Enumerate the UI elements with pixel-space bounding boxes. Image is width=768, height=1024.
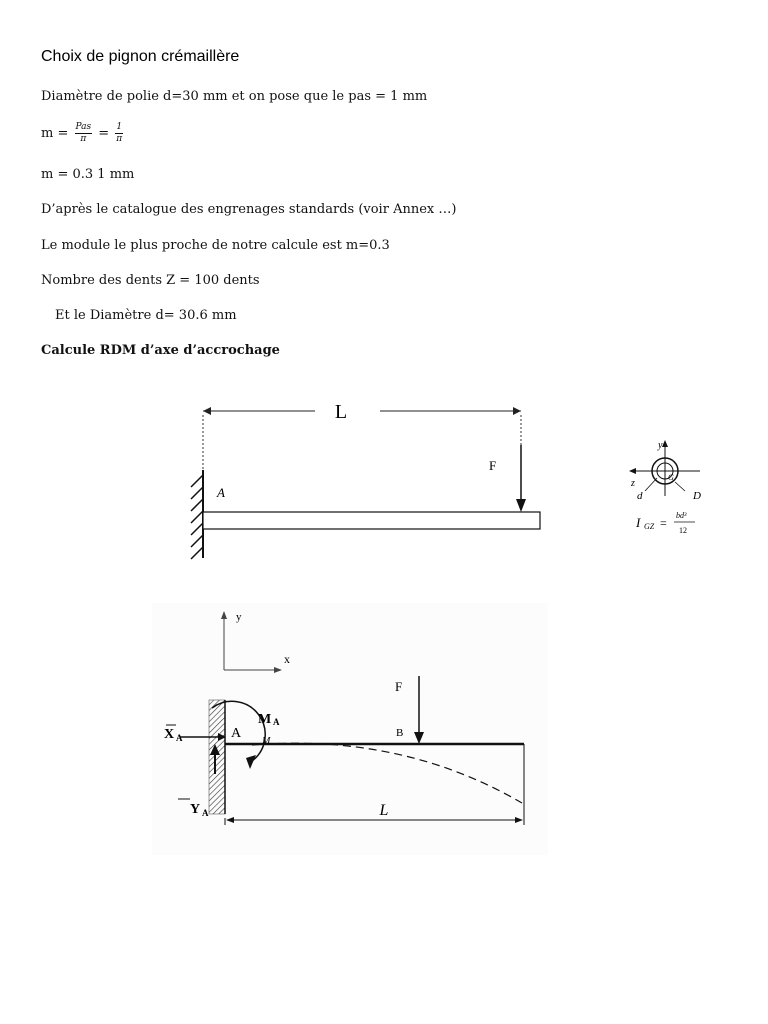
force-arrowhead [516,499,526,512]
diameter-result-line: Et le Diamètre d= 30.6 mm [55,308,237,323]
module-formula-prefix: m = [41,126,69,141]
ya-subscript: A [202,808,209,818]
inertia-denominator: 12 [679,526,687,535]
D-leader [675,482,685,491]
module-formula-equals: = [98,126,110,141]
module-formula [41,122,125,145]
length-label: L [334,401,348,423]
inner-diameter-label: d [637,490,643,502]
teeth-count-line: Nombre des dents Z = 100 dents [41,273,260,288]
module-choice-line: Le module le plus proche de notre calcule est m=0.3 [41,238,390,253]
catalogue-line: D’après le catalogue des engrenages standards (voir Annex …) [41,202,457,217]
free-body-diagram [152,603,548,855]
fraction-denominator: π [80,134,87,144]
inertia-symbol: I [636,515,641,530]
cantilever-beam-figure [175,395,555,565]
inertia-equals: = [660,516,667,530]
module-value-line: m = 0.3 1 mm [41,167,135,182]
support-wall [209,700,225,814]
cross-section-figure [625,436,715,541]
axis-x-label: x [284,652,290,666]
point-a-label: A [231,726,242,741]
xa-subscript: A [176,733,183,743]
fraction-numerator: Pas [75,122,92,132]
fraction-denominator: π [116,134,123,144]
y-axis-label: y [658,440,663,451]
diameter-line: Diamètre de polie d=30 mm et on pose que le pas = 1 mm [41,89,428,104]
d-leader [645,478,657,491]
outer-diameter-label: D [693,490,701,502]
wall-hatching [191,475,203,559]
z-axis-arrowhead [629,468,636,474]
inertia-subscript: GZ [644,522,655,531]
section-heading: Choix de pignon crémaillère [41,48,240,65]
moment-label: M [258,712,272,727]
z-axis-label: z [631,478,635,489]
fraction-pas-over-pi [75,122,93,145]
ya-label: Y [190,802,201,817]
point-b-label: B [396,727,404,739]
fraction-one-over-pi [115,122,123,145]
force-label: F [395,679,403,694]
dimension-arrow-left [203,407,211,415]
moment-small-label: M [262,736,271,747]
dimension-arrow-right [513,407,521,415]
centroid-label: G [668,473,674,482]
point-a-label: A [217,485,225,500]
axis-y-label: y [236,611,242,623]
inertia-numerator: bd³ [676,511,687,520]
moment-subscript: A [273,717,280,727]
fraction-numerator: 1 [116,122,123,132]
xa-label: X [164,727,175,742]
beam [203,512,540,529]
y-axis-arrowhead [662,440,668,447]
force-label: F [489,458,497,473]
rdm-heading: Calcule RDM d’axe d’accrochage [41,343,280,358]
length-label: L [379,802,389,819]
